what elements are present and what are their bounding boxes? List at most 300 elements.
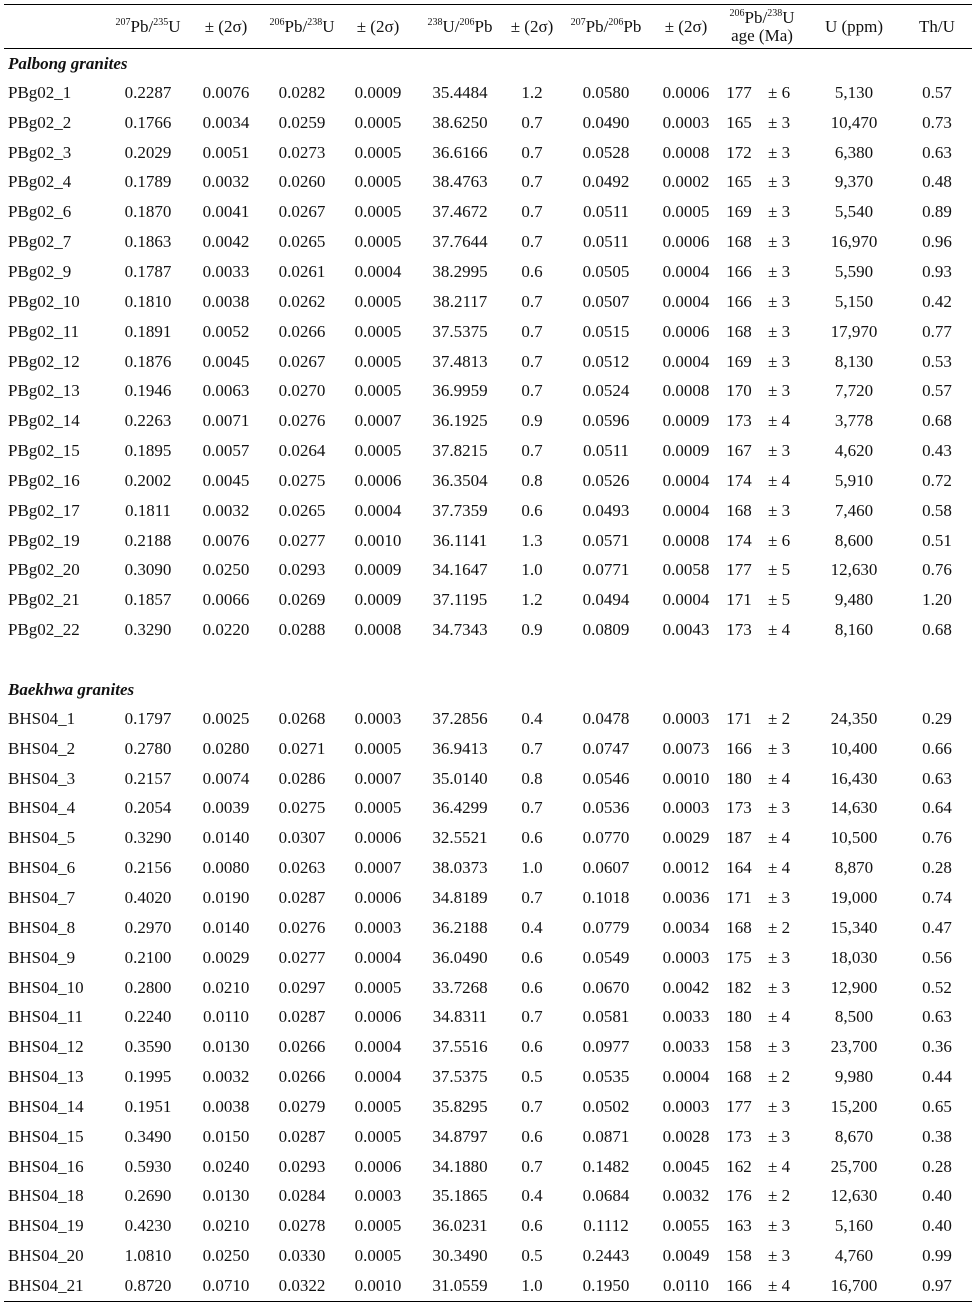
cell-pb206-u238-err: 0.0005 — [354, 1216, 402, 1236]
cell-pb207-u235: 0.8720 — [106, 1271, 190, 1301]
cell-age: 173 — [726, 411, 752, 431]
cell-age-err: ± 4 — [768, 1007, 791, 1027]
cell-u-ppm: 24,350 — [830, 708, 878, 728]
cell-pb206-u238: 0.0266 — [278, 1067, 326, 1087]
cell-pb207-u235-err: 0.0240 — [202, 1156, 250, 1176]
cell-u238-pb206-err: 1.3 — [521, 530, 543, 550]
cell-age: 158 — [726, 1246, 752, 1266]
cell-age-err: ± 3 — [768, 232, 791, 252]
cell-pb207-u235: 0.2287 — [124, 82, 172, 102]
cell-sample-id: BHS04_11 — [8, 1007, 83, 1027]
table-row — [4, 1271, 972, 1301]
cell-pb207-u235: 0.3490 — [124, 1126, 172, 1146]
cell-pb207-pb206-err: 0.0010 — [662, 768, 710, 788]
cell-pb207-pb206: 0.0771 — [582, 560, 630, 580]
table-row — [4, 1092, 972, 1122]
cell-th-u: 0.47 — [922, 917, 952, 937]
cell-age: 162 — [726, 1156, 752, 1176]
cell-pb206-u238-err: 0.0005 — [354, 291, 402, 311]
cell-pb207-pb206: 0.0535 — [582, 1067, 630, 1087]
cell-age: 176 — [726, 1186, 752, 1206]
cell-u238-pb206: 34.1647 — [432, 560, 488, 580]
cell-pb206-u238-err: 0.0005 — [354, 381, 402, 401]
cell-u238-pb206: 30.3490 — [432, 1246, 488, 1266]
cell-pb206-u238-err: 0.0006 — [354, 1156, 402, 1176]
cell-pb206-u238-err: 0.0005 — [354, 232, 402, 252]
cell-pb206-u238-err: 0.0010 — [354, 530, 402, 550]
cell-u238-pb206-err: 0.5 — [521, 1246, 543, 1266]
cell-pb207-u235-err: 0.0140 — [202, 917, 250, 937]
cell-u238-pb206: 37.5375 — [432, 321, 488, 341]
cell-pb207-pb206-err: 0.0006 — [662, 82, 710, 102]
cell-age-err: ± 4 — [760, 1271, 806, 1301]
cell-pb206-u238: 0.0293 — [278, 1156, 326, 1176]
cell-pb207-pb206: 0.1112 — [583, 1216, 629, 1236]
cell-pb207-u235-err: 0.0033 — [202, 261, 250, 281]
cell-u238-pb206: 31.0559 — [414, 1271, 506, 1301]
group-heading-row — [4, 49, 972, 79]
cell-pb207-pb206-err: 0.0004 — [662, 500, 710, 520]
cell-th-u: 0.48 — [922, 172, 952, 192]
cell-age-err: ± 3 — [768, 1037, 791, 1057]
header-err-3: ± (2σ) — [506, 5, 558, 49]
cell-th-u: 0.76 — [922, 560, 952, 580]
cell-u-ppm: 16,970 — [830, 232, 878, 252]
cell-pb207-u235: 0.5930 — [124, 1156, 172, 1176]
cell-pb207-pb206: 0.0511 — [582, 202, 630, 222]
cell-u238-pb206: 35.4484 — [432, 82, 488, 102]
cell-pb207-pb206-err: 0.0033 — [662, 1007, 710, 1027]
cell-u238-pb206: 34.8797 — [432, 1126, 488, 1146]
cell-pb207-pb206-err: 0.0004 — [662, 1067, 710, 1087]
cell-pb206-u238-err: 0.0009 — [354, 82, 402, 102]
cell-pb207-pb206-err: 0.0028 — [662, 1126, 710, 1146]
cell-u-ppm: 8,160 — [834, 620, 874, 640]
cell-u238-pb206: 38.2995 — [432, 261, 488, 281]
table-row — [4, 1182, 972, 1212]
cell-pb207-u235-err: 0.0190 — [202, 888, 250, 908]
cell-pb207-u235-err: 0.0034 — [202, 112, 250, 132]
cell-pb207-u235: 0.1766 — [124, 112, 172, 132]
header-pb207-pb206: $^{207}$Pb/$^{206}$Pb — [558, 5, 654, 49]
cell-u238-pb206: 36.9413 — [432, 738, 488, 758]
cell-pb207-pb206: 0.0493 — [582, 500, 630, 520]
cell-sample-id: BHS04_1 — [8, 708, 76, 728]
cell-th-u: 0.57 — [922, 82, 952, 102]
cell-pb207-u235: 0.2690 — [124, 1186, 172, 1206]
cell-pb207-pb206-err: 0.0002 — [662, 172, 710, 192]
cell-pb207-pb206: 0.0526 — [582, 470, 630, 490]
cell-pb207-u235-err: 0.0066 — [202, 590, 250, 610]
cell-age-err: ± 3 — [768, 947, 791, 967]
table-row — [4, 108, 972, 138]
cell-pb206-u238: 0.0287 — [278, 1126, 326, 1146]
cell-pb206-u238-err: 0.0006 — [354, 888, 402, 908]
cell-age-err: ± 3 — [768, 1216, 791, 1236]
cell-pb206-u238: 0.0273 — [278, 142, 326, 162]
cell-pb207-pb206: 0.0581 — [582, 1007, 630, 1027]
cell-pb206-u238-err: 0.0005 — [354, 738, 402, 758]
cell-u238-pb206: 33.7268 — [432, 977, 488, 997]
cell-age: 187 — [726, 828, 752, 848]
cell-pb206-u238: 0.0266 — [278, 1037, 326, 1057]
cell-pb206-u238: 0.0260 — [278, 172, 326, 192]
group-heading-row — [4, 675, 972, 704]
cell-sample-id: BHS04_14 — [8, 1096, 84, 1116]
cell-u238-pb206-err: 1.2 — [521, 590, 543, 610]
cell-pb206-u238: 0.0286 — [278, 768, 326, 788]
cell-pb207-pb206: 0.0490 — [582, 112, 630, 132]
table-row — [4, 347, 972, 377]
cell-u-ppm: 19,000 — [830, 888, 878, 908]
cell-u238-pb206: 37.4672 — [432, 202, 488, 222]
cell-age: 168 — [726, 500, 752, 520]
table-row — [4, 1122, 972, 1152]
cell-pb206-u238-err: 0.0004 — [354, 500, 402, 520]
cell-pb207-u235: 0.1810 — [124, 291, 172, 311]
cell-sample-id: BHS04_9 — [8, 947, 76, 967]
cell-th-u: 0.76 — [922, 828, 952, 848]
cell-pb207-pb206-err: 0.0032 — [662, 1186, 710, 1206]
cell-pb207-u235-err: 0.0110 — [202, 1007, 250, 1027]
table-row — [4, 1152, 972, 1182]
cell-pb207-u235: 0.3290 — [124, 828, 172, 848]
cell-pb206-u238: 0.0282 — [278, 82, 326, 102]
cell-pb206-u238: 0.0275 — [278, 798, 326, 818]
cell-pb207-pb206: 0.1950 — [558, 1271, 654, 1301]
cell-th-u: 0.89 — [922, 202, 952, 222]
cell-u238-pb206: 35.0140 — [432, 768, 488, 788]
table-row — [4, 376, 972, 406]
cell-pb207-u235: 0.2002 — [124, 470, 172, 490]
cell-pb207-u235-err: 0.0210 — [202, 1216, 250, 1236]
cell-u238-pb206-err: 1.0 — [521, 858, 543, 878]
cell-sample-id: PBg02_9 — [8, 261, 72, 281]
spacer-row — [4, 645, 972, 675]
cell-pb207-pb206: 0.0747 — [582, 738, 630, 758]
table-row — [4, 197, 972, 227]
cell-sample-id: PBg02_19 — [8, 530, 80, 550]
cell-age-err: ± 4 — [768, 411, 791, 431]
cell-pb207-pb206-err: 0.0003 — [662, 708, 710, 728]
cell-th-u: 0.29 — [922, 708, 952, 728]
cell-pb207-pb206: 0.0505 — [582, 261, 630, 281]
table-row — [4, 138, 972, 168]
cell-pb206-u238-err: 0.0004 — [354, 1037, 402, 1057]
cell-sample-id: BHS04_15 — [8, 1126, 84, 1146]
cell-u238-pb206: 37.2856 — [432, 708, 488, 728]
cell-pb207-u235: 0.2800 — [124, 977, 172, 997]
table-row — [4, 943, 972, 973]
cell-pb207-pb206-err: 0.0003 — [662, 947, 710, 967]
cell-pb207-pb206-err: 0.0004 — [662, 291, 710, 311]
cell-th-u: 0.63 — [922, 1007, 952, 1027]
cell-pb207-pb206-err: 0.0058 — [662, 560, 710, 580]
cell-pb207-pb206-err: 0.0045 — [662, 1156, 710, 1176]
cell-age-err: ± 3 — [768, 291, 791, 311]
cell-pb206-u238-err: 0.0005 — [354, 1096, 402, 1116]
cell-age-err: ± 4 — [768, 620, 791, 640]
cell-pb207-pb206: 0.0580 — [582, 82, 630, 102]
cell-age: 168 — [726, 321, 752, 341]
cell-age: 174 — [726, 470, 752, 490]
cell-u238-pb206: 37.5516 — [432, 1037, 488, 1057]
cell-th-u: 0.68 — [922, 411, 952, 431]
cell-age-err: ± 6 — [768, 530, 791, 550]
cell-th-u: 0.77 — [922, 321, 952, 341]
cell-pb207-u235-err: 0.0130 — [202, 1186, 250, 1206]
cell-pb206-u238-err: 0.0008 — [354, 620, 402, 640]
cell-u-ppm: 15,340 — [830, 917, 878, 937]
cell-u238-pb206-err: 1.2 — [521, 82, 543, 102]
cell-u238-pb206-err: 0.7 — [521, 232, 543, 252]
header-sample — [4, 5, 106, 49]
table-row — [4, 704, 972, 734]
cell-age-err: ± 6 — [768, 82, 791, 102]
table-row — [4, 913, 972, 943]
group-heading: Palbong granites — [8, 53, 128, 73]
cell-u238-pb206-err: 0.6 — [521, 500, 543, 520]
cell-th-u: 0.65 — [922, 1096, 952, 1116]
cell-age-err: ± 3 — [768, 738, 791, 758]
cell-th-u: 0.64 — [922, 798, 952, 818]
cell-pb207-u235: 0.1895 — [124, 441, 172, 461]
cell-pb207-u235: 0.2100 — [124, 947, 172, 967]
cell-u238-pb206-err: 1.0 — [506, 1271, 558, 1301]
cell-pb207-u235-err: 0.0045 — [202, 470, 250, 490]
cell-pb207-pb206: 0.0502 — [582, 1096, 630, 1116]
cell-u238-pb206-err: 1.0 — [521, 560, 543, 580]
cell-pb207-u235-err: 0.0710 — [190, 1271, 262, 1301]
cell-pb207-pb206: 0.0546 — [582, 768, 630, 788]
cell-u238-pb206: 34.1880 — [432, 1156, 488, 1176]
cell-th-u: 1.20 — [922, 590, 952, 610]
cell-pb207-pb206-err: 0.0012 — [662, 858, 710, 878]
cell-u238-pb206: 37.8215 — [432, 441, 488, 461]
cell-u238-pb206-err: 0.6 — [521, 1037, 543, 1057]
cell-u238-pb206-err: 0.7 — [521, 112, 543, 132]
cell-th-u: 0.93 — [922, 261, 952, 281]
cell-u238-pb206: 38.4763 — [432, 172, 488, 192]
cell-u-ppm: 12,630 — [830, 560, 878, 580]
cell-age-err: ± 3 — [768, 977, 791, 997]
cell-u238-pb206: 38.6250 — [432, 112, 488, 132]
cell-u238-pb206-err: 0.7 — [521, 142, 543, 162]
cell-pb207-u235: 0.2188 — [124, 530, 172, 550]
cell-pb207-pb206-err: 0.0009 — [662, 411, 710, 431]
cell-pb207-u235-err: 0.0039 — [202, 798, 250, 818]
cell-u238-pb206-err: 0.6 — [521, 828, 543, 848]
cell-pb207-pb206-err: 0.0008 — [662, 381, 710, 401]
cell-age: 158 — [726, 1037, 752, 1057]
cell-sample-id: PBg02_11 — [8, 321, 80, 341]
cell-u238-pb206-err: 0.4 — [521, 917, 543, 937]
cell-th-u: 0.96 — [922, 232, 952, 252]
header-age: $^{206}$Pb/$^{238}$U age (Ma) — [718, 5, 806, 49]
cell-age: 165 — [726, 112, 752, 132]
cell-pb207-pb206-err: 0.0006 — [662, 232, 710, 252]
cell-pb207-pb206-err: 0.0055 — [662, 1216, 710, 1236]
cell-u238-pb206: 36.9959 — [432, 381, 488, 401]
cell-pb207-u235: 0.2157 — [124, 768, 172, 788]
cell-pb207-u235-err: 0.0076 — [202, 82, 250, 102]
cell-pb206-u238: 0.0279 — [278, 1096, 326, 1116]
cell-sample-id: BHS04_18 — [8, 1186, 84, 1206]
cell-pb207-u235-err: 0.0052 — [202, 321, 250, 341]
cell-th-u: 0.38 — [922, 1126, 952, 1146]
header-u-ppm: U (ppm) — [806, 5, 902, 49]
cell-pb207-pb206: 0.0779 — [582, 917, 630, 937]
cell-pb206-u238-err: 0.0010 — [342, 1271, 414, 1301]
cell-u238-pb206-err: 0.7 — [521, 381, 543, 401]
cell-u-ppm: 4,620 — [834, 441, 874, 461]
cell-age: 177 — [726, 82, 752, 102]
cell-pb206-u238-err: 0.0005 — [354, 142, 402, 162]
table-row — [4, 1211, 972, 1241]
cell-u238-pb206-err: 0.6 — [521, 1126, 543, 1146]
cell-pb206-u238-err: 0.0005 — [354, 172, 402, 192]
cell-sample-id: BHS04_19 — [8, 1216, 84, 1236]
cell-u-ppm: 10,400 — [830, 738, 878, 758]
cell-sample-id: BHS04_8 — [8, 917, 76, 937]
cell-pb206-u238: 0.0288 — [278, 620, 326, 640]
cell-age: 180 — [726, 768, 752, 788]
cell-sample-id: BHS04_16 — [8, 1156, 84, 1176]
cell-age-err: ± 2 — [768, 1067, 791, 1087]
cell-u238-pb206: 34.8189 — [432, 888, 488, 908]
cell-sample-id: PBg02_3 — [8, 142, 72, 162]
cell-pb207-u235-err: 0.0071 — [202, 411, 250, 431]
cell-u238-pb206-err: 0.9 — [521, 620, 543, 640]
cell-u-ppm: 7,720 — [834, 381, 874, 401]
cell-pb206-u238: 0.0284 — [278, 1186, 326, 1206]
cell-pb207-u235-err: 0.0025 — [202, 708, 250, 728]
cell-pb207-u235-err: 0.0041 — [202, 202, 250, 222]
cell-th-u: 0.44 — [922, 1067, 952, 1087]
cell-age: 173 — [726, 798, 752, 818]
cell-age-err: ± 3 — [768, 351, 791, 371]
cell-pb207-pb206: 0.0511 — [582, 232, 630, 252]
cell-sample-id: PBg02_16 — [8, 470, 80, 490]
cell-pb206-u238: 0.0265 — [278, 500, 326, 520]
cell-pb207-u235-err: 0.0074 — [202, 768, 250, 788]
cell-th-u: 0.66 — [922, 738, 952, 758]
cell-u238-pb206-err: 0.7 — [521, 172, 543, 192]
cell-pb207-u235-err: 0.0080 — [202, 858, 250, 878]
cell-pb207-pb206: 0.0770 — [582, 828, 630, 848]
cell-u-ppm: 8,130 — [834, 351, 874, 371]
cell-u238-pb206: 34.7343 — [432, 620, 488, 640]
cell-pb206-u238-err: 0.0003 — [354, 917, 402, 937]
cell-age: 166 — [726, 261, 752, 281]
cell-age-err: ± 2 — [768, 1186, 791, 1206]
table-row — [4, 853, 972, 883]
cell-pb207-pb206: 0.0571 — [582, 530, 630, 550]
cell-age-err: ± 4 — [768, 828, 791, 848]
cell-pb207-u235-err: 0.0042 — [202, 232, 250, 252]
cell-age: 167 — [726, 441, 752, 461]
header-pb206-u238: $^{206}$Pb/$^{238}$U — [262, 5, 342, 49]
cell-u238-pb206-err: 0.6 — [521, 947, 543, 967]
cell-age-err: ± 4 — [768, 470, 791, 490]
cell-pb206-u238-err: 0.0006 — [354, 828, 402, 848]
cell-u-ppm: 9,370 — [834, 172, 874, 192]
cell-pb206-u238-err: 0.0007 — [354, 858, 402, 878]
table-row — [4, 466, 972, 496]
cell-th-u: 0.43 — [922, 441, 952, 461]
cell-th-u: 0.58 — [922, 500, 952, 520]
cell-age: 164 — [726, 858, 752, 878]
cell-age-err: ± 3 — [768, 321, 791, 341]
cell-pb206-u238-err: 0.0005 — [354, 1246, 402, 1266]
cell-pb207-u235: 0.1797 — [124, 708, 172, 728]
cell-u238-pb206-err: 0.7 — [521, 1156, 543, 1176]
cell-th-u: 0.40 — [922, 1216, 952, 1236]
cell-sample-id: BHS04_3 — [8, 768, 76, 788]
cell-age: 163 — [726, 1216, 752, 1236]
table-body — [4, 49, 972, 1302]
cell-pb207-u235: 0.1811 — [124, 500, 172, 520]
table-row — [4, 496, 972, 526]
cell-th-u: 0.36 — [922, 1037, 952, 1057]
cell-u238-pb206-err: 0.7 — [521, 441, 543, 461]
cell-u-ppm: 9,980 — [834, 1067, 874, 1087]
cell-pb207-pb206-err: 0.0029 — [662, 828, 710, 848]
cell-age: 165 — [726, 172, 752, 192]
cell-sample-id: PBg02_2 — [8, 112, 72, 132]
cell-th-u: 0.56 — [922, 947, 952, 967]
cell-pb206-u238-err: 0.0007 — [354, 768, 402, 788]
table-row — [4, 436, 972, 466]
cell-u238-pb206-err: 0.8 — [521, 470, 543, 490]
table-row — [4, 585, 972, 615]
cell-age-err: ± 3 — [768, 112, 791, 132]
cell-sample-id: BHS04_20 — [8, 1246, 84, 1266]
cell-pb206-u238-err: 0.0003 — [354, 708, 402, 728]
cell-pb207-pb206: 0.0515 — [582, 321, 630, 341]
cell-pb207-pb206-err: 0.0003 — [662, 112, 710, 132]
cell-pb206-u238: 0.0270 — [278, 381, 326, 401]
cell-pb207-pb206-err: 0.0004 — [662, 261, 710, 281]
cell-age: 182 — [726, 977, 752, 997]
cell-u-ppm: 7,460 — [834, 500, 874, 520]
cell-pb206-u238: 0.0293 — [278, 560, 326, 580]
cell-age-err: ± 2 — [768, 917, 791, 937]
cell-u238-pb206: 36.4299 — [432, 798, 488, 818]
cell-sample-id: BHS04_6 — [8, 858, 76, 878]
cell-u238-pb206-err: 0.6 — [521, 977, 543, 997]
cell-pb207-pb206: 0.0809 — [582, 620, 630, 640]
cell-pb207-u235: 0.3590 — [124, 1037, 172, 1057]
cell-u-ppm: 15,200 — [830, 1096, 878, 1116]
cell-pb207-u235: 0.3290 — [124, 620, 172, 640]
cell-age: 177 — [726, 560, 752, 580]
cell-pb207-u235: 0.1863 — [124, 232, 172, 252]
cell-u-ppm: 12,900 — [830, 977, 878, 997]
cell-pb207-u235-err: 0.0051 — [202, 142, 250, 162]
cell-u-ppm: 8,600 — [834, 530, 874, 550]
cell-pb206-u238: 0.0268 — [278, 708, 326, 728]
cell-u-ppm: 23,700 — [830, 1037, 878, 1057]
cell-u238-pb206: 35.1865 — [432, 1186, 488, 1206]
table-row — [4, 823, 972, 853]
table-row — [4, 1241, 972, 1271]
cell-sample-id: PBg02_7 — [8, 232, 72, 252]
cell-u238-pb206-err: 0.7 — [521, 291, 543, 311]
cell-pb206-u238: 0.0322 — [262, 1271, 342, 1301]
cell-pb207-u235: 0.2263 — [124, 411, 172, 431]
cell-pb206-u238: 0.0271 — [278, 738, 326, 758]
